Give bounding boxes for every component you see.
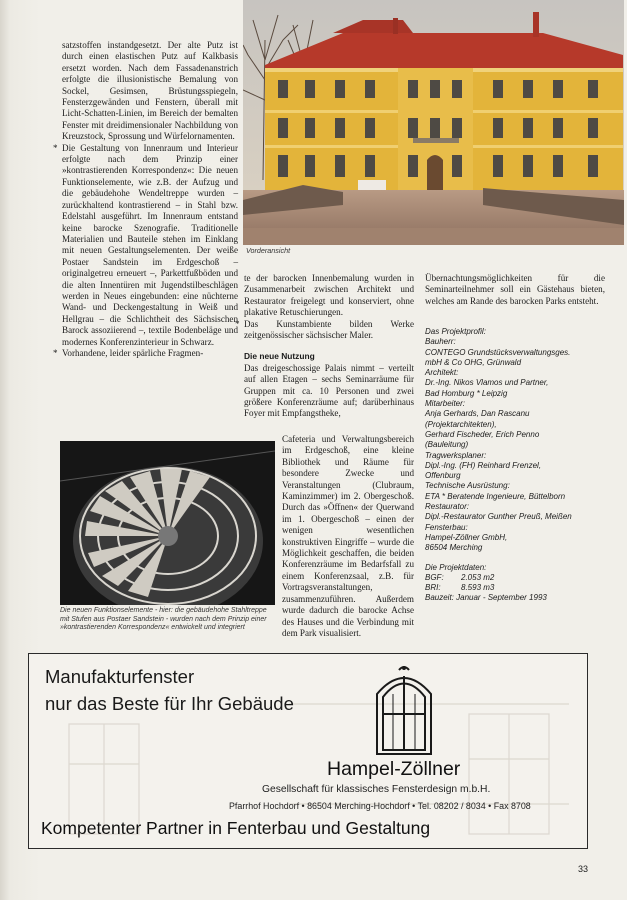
data-label: BGF: (425, 572, 444, 582)
profile-line: Offenburg (425, 471, 461, 481)
bullet-paragraph: * Die Gestaltung von Innenraum und Interieur erfolgte nach dem Prinzip einer »kontrastierenden Korrespondenz«: Die neuen Funktionselemente, wie z.B. der Aufzug und die gebäudehohe Wendeltreppe wurden – zurückhaltend kontrastierend – in Stahl bzw. Edelstahl ausgeführt. Im Innenraum entstand keine barocke Szenografie. Traditionelle Materialien und Bauteile stehen im Einklang mit neuen Gestaltungselementen. Der weiße Postaer Sandstein im Erdgeschoß – originalgetreu erneuert –, Parkettfußböden und die alten Innentüren mit Jugendstilbeschlägen werden in Neues eingebunden: eine nüchterne Wand- und Deckengestaltung in Weiß und Hellgrau – die Schlichtheit des Sächsischen Barock assoziierend –, textile Bodenbeläge und modernes Konferenzinterieur in Schwarz. (62, 143, 238, 348)
window-logo-icon (369, 664, 439, 758)
profile-line: mbH & Co OHG, Grünwald (425, 357, 522, 367)
section-heading: Die neue Nutzung (244, 351, 315, 362)
profile-line: Architekt: (425, 368, 459, 378)
text-column-2 (244, 273, 414, 420)
palace-front-photo (243, 0, 624, 245)
project-data-title: Die Projektdaten: (425, 562, 487, 572)
staircase-photo (60, 441, 275, 605)
paragraph: satzstoffen instandgesetzt. Der alte Putz ist durch einen elastischen Putz auf Kalkbasis ersetzt worden. Nach dem Fassadenanstrich erfolgte die illusionistische Bemalung von Sockel, Gesimsen, Brüstungsspiegeln, Fensterzgewänden und Fenstern, überall mit Licht-Schatten-Linien, im Bereich der bemalten Fenster mit dreidimensionaler Nachbildung von Kreuzstock, Sprossung und Würfelornamenten. (62, 40, 238, 142)
profile-line: Bauherr: (425, 337, 456, 347)
ad-company-subtitle: Gesellschaft für klassisches Fensterdesign m.b.H. (262, 784, 491, 795)
project-profile (425, 327, 605, 604)
profile-line: Bad Homburg * Leipzig (425, 388, 508, 398)
photo-caption-staircase: Die neuen Funktionselemente - hier: die gebäudehohe Stahltreppe mit Stufen aus Postaer Sandstein - wurden nach dem Prinzip einer »kontrastierenden Korrespondenz« entwickelt und integriert (60, 607, 267, 632)
profile-line: Technische Ausrüstung: (425, 481, 510, 491)
text-column-3 (425, 273, 605, 307)
profile-line: Hampel-Zöllner GmbH, (425, 532, 508, 542)
paragraph: te der barocken Innenbemalung wurden in Zusammenarbeit zwischen Architekt und Restaurator freigelegt und konserviert, ohne plakative Retuschierungen. (244, 273, 414, 318)
data-value: 8.593 m3 (461, 583, 495, 593)
profile-title: Das Projektprofil: (425, 327, 486, 336)
profile-line: ETA * Beratende Ingenieure, Büttelborn (425, 491, 566, 501)
ad-headline-1: Manufakturfenster (45, 666, 195, 687)
ad-headline-2: nur das Beste für Ihr Gebäude (45, 693, 294, 714)
profile-line: (Bauleitung) (425, 440, 469, 450)
advertisement-box (28, 653, 588, 849)
profile-line: Fensterbau: (425, 522, 468, 532)
data-value: 2.053 m2 (461, 572, 495, 582)
paragraph: Cafeteria und Verwaltungsbereich im Erdgeschoß, eine kleine Bibliothek und Räume für besondere Zwecke und Veranstaltungen (Clubraum, Kaminzimmer) im 2. Obergeschoß. Durch das »Öffnen« der Querwand im 1. Obergeschoß – einen der wenigen wesentlichen konstruktiven Eingriffe – wurde die Möglichkeit geschaffen, die beiden Konferenzräume im Bedarfsfall zu einem Konferenzsaal, z.B. für Vortragsveranstaltungen, zusammenzuführen. Außerdem wurde dadurch die barocke Achse des Hauses und die Verbindung mit dem Park visualisiert. (282, 434, 414, 638)
project-data-row (425, 573, 605, 583)
text-column-2-side (282, 434, 414, 639)
project-data-row (425, 583, 605, 593)
profile-line: 86504 Merching (425, 543, 483, 553)
photo-caption-front: Vorderansicht (246, 246, 291, 255)
text-column-1 (62, 40, 238, 359)
profile-line: Anja Gerhards, Dan Rascanu (425, 409, 530, 419)
paragraph: Übernachtungsmöglichkeiten für die Seminarteilnehmer soll ein Gästehaus bieten, welches am Rande des barocken Parks entsteht. (425, 273, 605, 306)
ad-brand-name: Hampel-Zöllner (327, 758, 461, 780)
profile-line: Tragwerksplaner: (425, 450, 487, 460)
profile-line: Dipl.-Ing. (FH) Reinhard Frenzel, (425, 460, 542, 470)
profile-line: CONTEGO Grundstücksverwaltungsges. (425, 347, 571, 357)
data-label: BRI: (425, 583, 441, 593)
project-data-build: Bauzeit: Januar - September 1993 (425, 593, 547, 603)
ad-footer-slogan: Kompetenter Partner in Fenterbau und Gestaltung (41, 818, 431, 838)
paragraph: Das dreigeschossige Palais nimmt – verteilt auf allen Etagen – sechs Seminarräume für Gruppen mit ca. 10 Personen und zwei größere Konferenzräume auf; darüberhinaus Foyer mit Empfangstheke, (244, 362, 414, 419)
profile-line: Mitarbeiter: (425, 399, 466, 409)
profile-line: (Projektarchitekten), (425, 419, 497, 429)
profile-line: Gerhard Fischeder, Erich Penno (425, 429, 540, 439)
profile-line: Dipl.-Restaurator Gunther Preuß, Meißen (425, 512, 572, 522)
page-number: 33 (578, 864, 589, 874)
ad-address: Pfarrhof Hochdorf • 86504 Merching-Hochdorf • Tel. 08202 / 8034 • Fax 8708 (229, 801, 531, 811)
profile-line: Dr.-Ing. Nikos Vlamos und Partner, (425, 378, 549, 388)
bullet-paragraph: * Vorhandene, leider spärliche Fragmen- (62, 348, 238, 359)
profile-line: Restaurator: (425, 502, 470, 512)
bullet-paragraph: * Das Kunstambiente bilden Werke zeitgenössischer sächsischer Maler. (244, 319, 414, 342)
